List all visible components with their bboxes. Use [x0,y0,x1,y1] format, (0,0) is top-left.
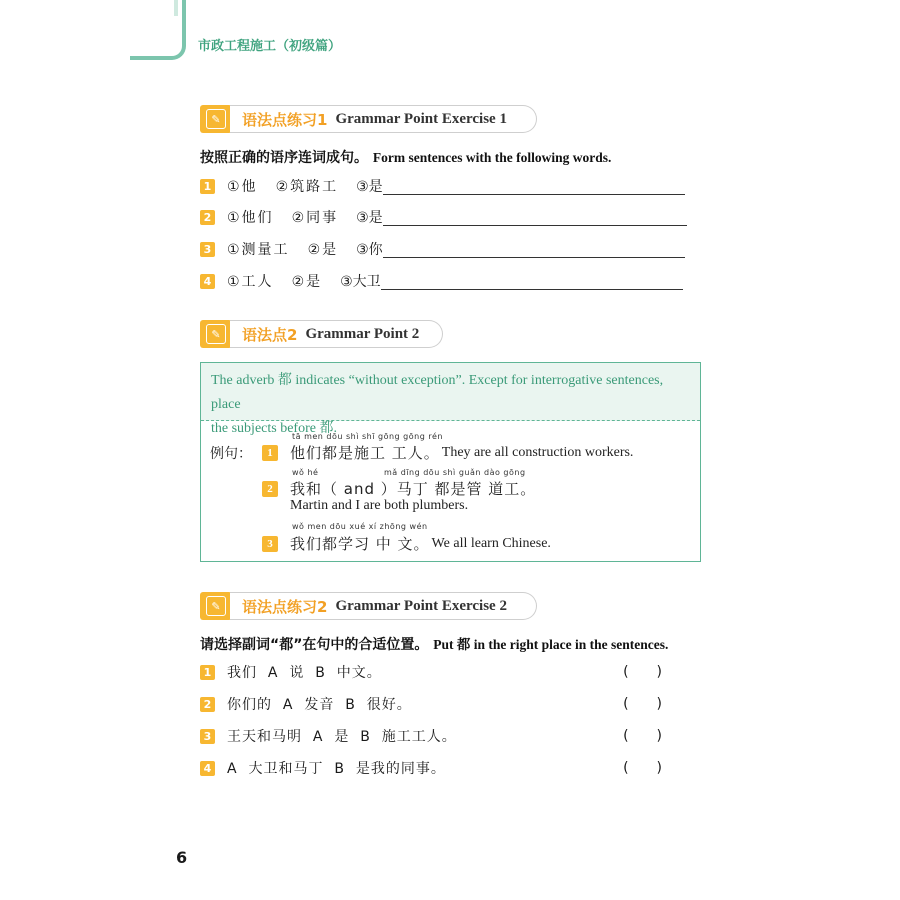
item-sentence: 我们 A 说 B 中文。 [227,665,382,681]
section-header-exercise-2 [200,592,537,620]
word-option: ①测量工 [227,242,290,258]
answer-blank[interactable] [383,241,685,258]
pinyin: tā men dōu shì shī gōng gōng rén [292,432,443,441]
grammar-badge [200,320,232,348]
answer-blank[interactable] [383,178,685,195]
word-option: ③是 [356,179,383,195]
section-header-exercise-1 [200,105,537,133]
instruction-en: Form sentences with the following words. [372,150,612,165]
word-option: ③大卫 [340,274,381,290]
example-zh: 他们都是施工 工人。 [290,444,440,462]
answer-parentheses[interactable]: () [623,696,690,712]
example-sentence [210,442,633,463]
item-sentence: 王天和马明 A 是 B 施工工人。 [227,729,457,745]
example-label: 例句： [210,445,252,462]
example-en: Martin and I are both plumbers. [290,498,469,513]
edit-icon: ✎ [206,109,226,129]
exercise1-item [200,175,685,197]
page-number: 6 [176,848,188,867]
item-sentence: A 大卫和马丁 B 是我的同事。 [227,761,446,777]
instruction-zh: 按照正确的语序连词成句。 [200,150,368,166]
explanation-line: The adverb 都 indicates “without exception”. Except for interrogative sentences, place [211,373,664,412]
edit-icon: ✎ [206,324,226,344]
answer-blank[interactable] [383,209,687,226]
pinyin: wǒ hé [292,468,319,477]
section-title-en: Grammar Point 2 [305,325,420,342]
answer-blank[interactable] [381,273,683,290]
header-line-decoration [174,0,178,16]
item-number: 3 [200,729,215,744]
instruction [200,147,611,167]
word-option: ①工人 [227,274,274,290]
instruction-zh: 请选择副词“都”在句中的合适位置。 [200,637,429,653]
exercise2-item [200,693,690,715]
answer-parentheses[interactable]: () [623,664,690,680]
section-header-grammar-point-2 [200,320,443,348]
pinyin: mǎ dīng dōu shì guǎn dào gōng [384,468,526,477]
word-option: ③是 [356,210,383,226]
section-title-en: Grammar Point Exercise 2 [335,597,507,614]
answer-parentheses[interactable]: () [623,728,690,744]
instruction-en: Put 都 in the right place in the sentences. [433,637,669,652]
explanation-line: the subjects before 都. [211,421,337,436]
example-en: They are all construction workers. [441,444,634,460]
edit-icon: ✎ [206,596,226,616]
section-title-zh: 语法点2 [242,325,298,344]
word-option: ②是 [307,242,339,258]
item-number: 2 [200,210,215,225]
exercise2-item [200,661,690,683]
item-number: 1 [200,665,215,680]
example-zh: 我和（ and ）马丁 都是管 道工。 [290,480,537,498]
exercise1-item [200,238,685,260]
exercise2-item [200,757,690,779]
grammar-explanation [201,363,700,436]
section-title-en: Grammar Point Exercise 1 [335,110,507,127]
item-number: 4 [200,761,215,776]
section-title-pill [230,320,443,348]
word-option: ②筑路工 [275,179,339,195]
example-number: 2 [262,481,278,497]
word-option: ①他 [227,179,258,195]
item-number: 1 [200,179,215,194]
pinyin: wǒ men dōu xué xí zhōng wén [292,522,428,531]
instruction [200,633,668,654]
exercise1-item [200,270,683,292]
section-title-pill [230,592,537,620]
item-number: 3 [200,242,215,257]
word-option: ②是 [291,274,323,290]
item-number: 4 [200,274,215,289]
example-sentence [262,533,551,554]
exercise-badge [200,105,232,133]
item-sentence: 你们的 A 发音 B 很好。 [227,697,412,713]
word-option: ②同事 [291,210,339,226]
exercise2-item [200,725,690,747]
example-sentence [262,478,536,499]
section-title-zh: 语法点练习1 [242,110,328,129]
answer-parentheses[interactable]: () [623,760,690,776]
exercise1-item [200,206,687,228]
example-number: 1 [262,445,278,461]
word-option: ③你 [356,242,383,258]
book-title: 市政工程施工（初级篇） [198,39,342,54]
example-en: We all learn Chinese. [431,535,551,551]
example-zh: 我们都学习 中 文。 [290,535,430,553]
item-number: 2 [200,697,215,712]
section-title-pill [230,105,537,133]
exercise-badge [200,592,232,620]
example-number: 3 [262,536,278,552]
section-title-zh: 语法点练习2 [242,597,328,616]
word-option: ①他们 [227,210,274,226]
